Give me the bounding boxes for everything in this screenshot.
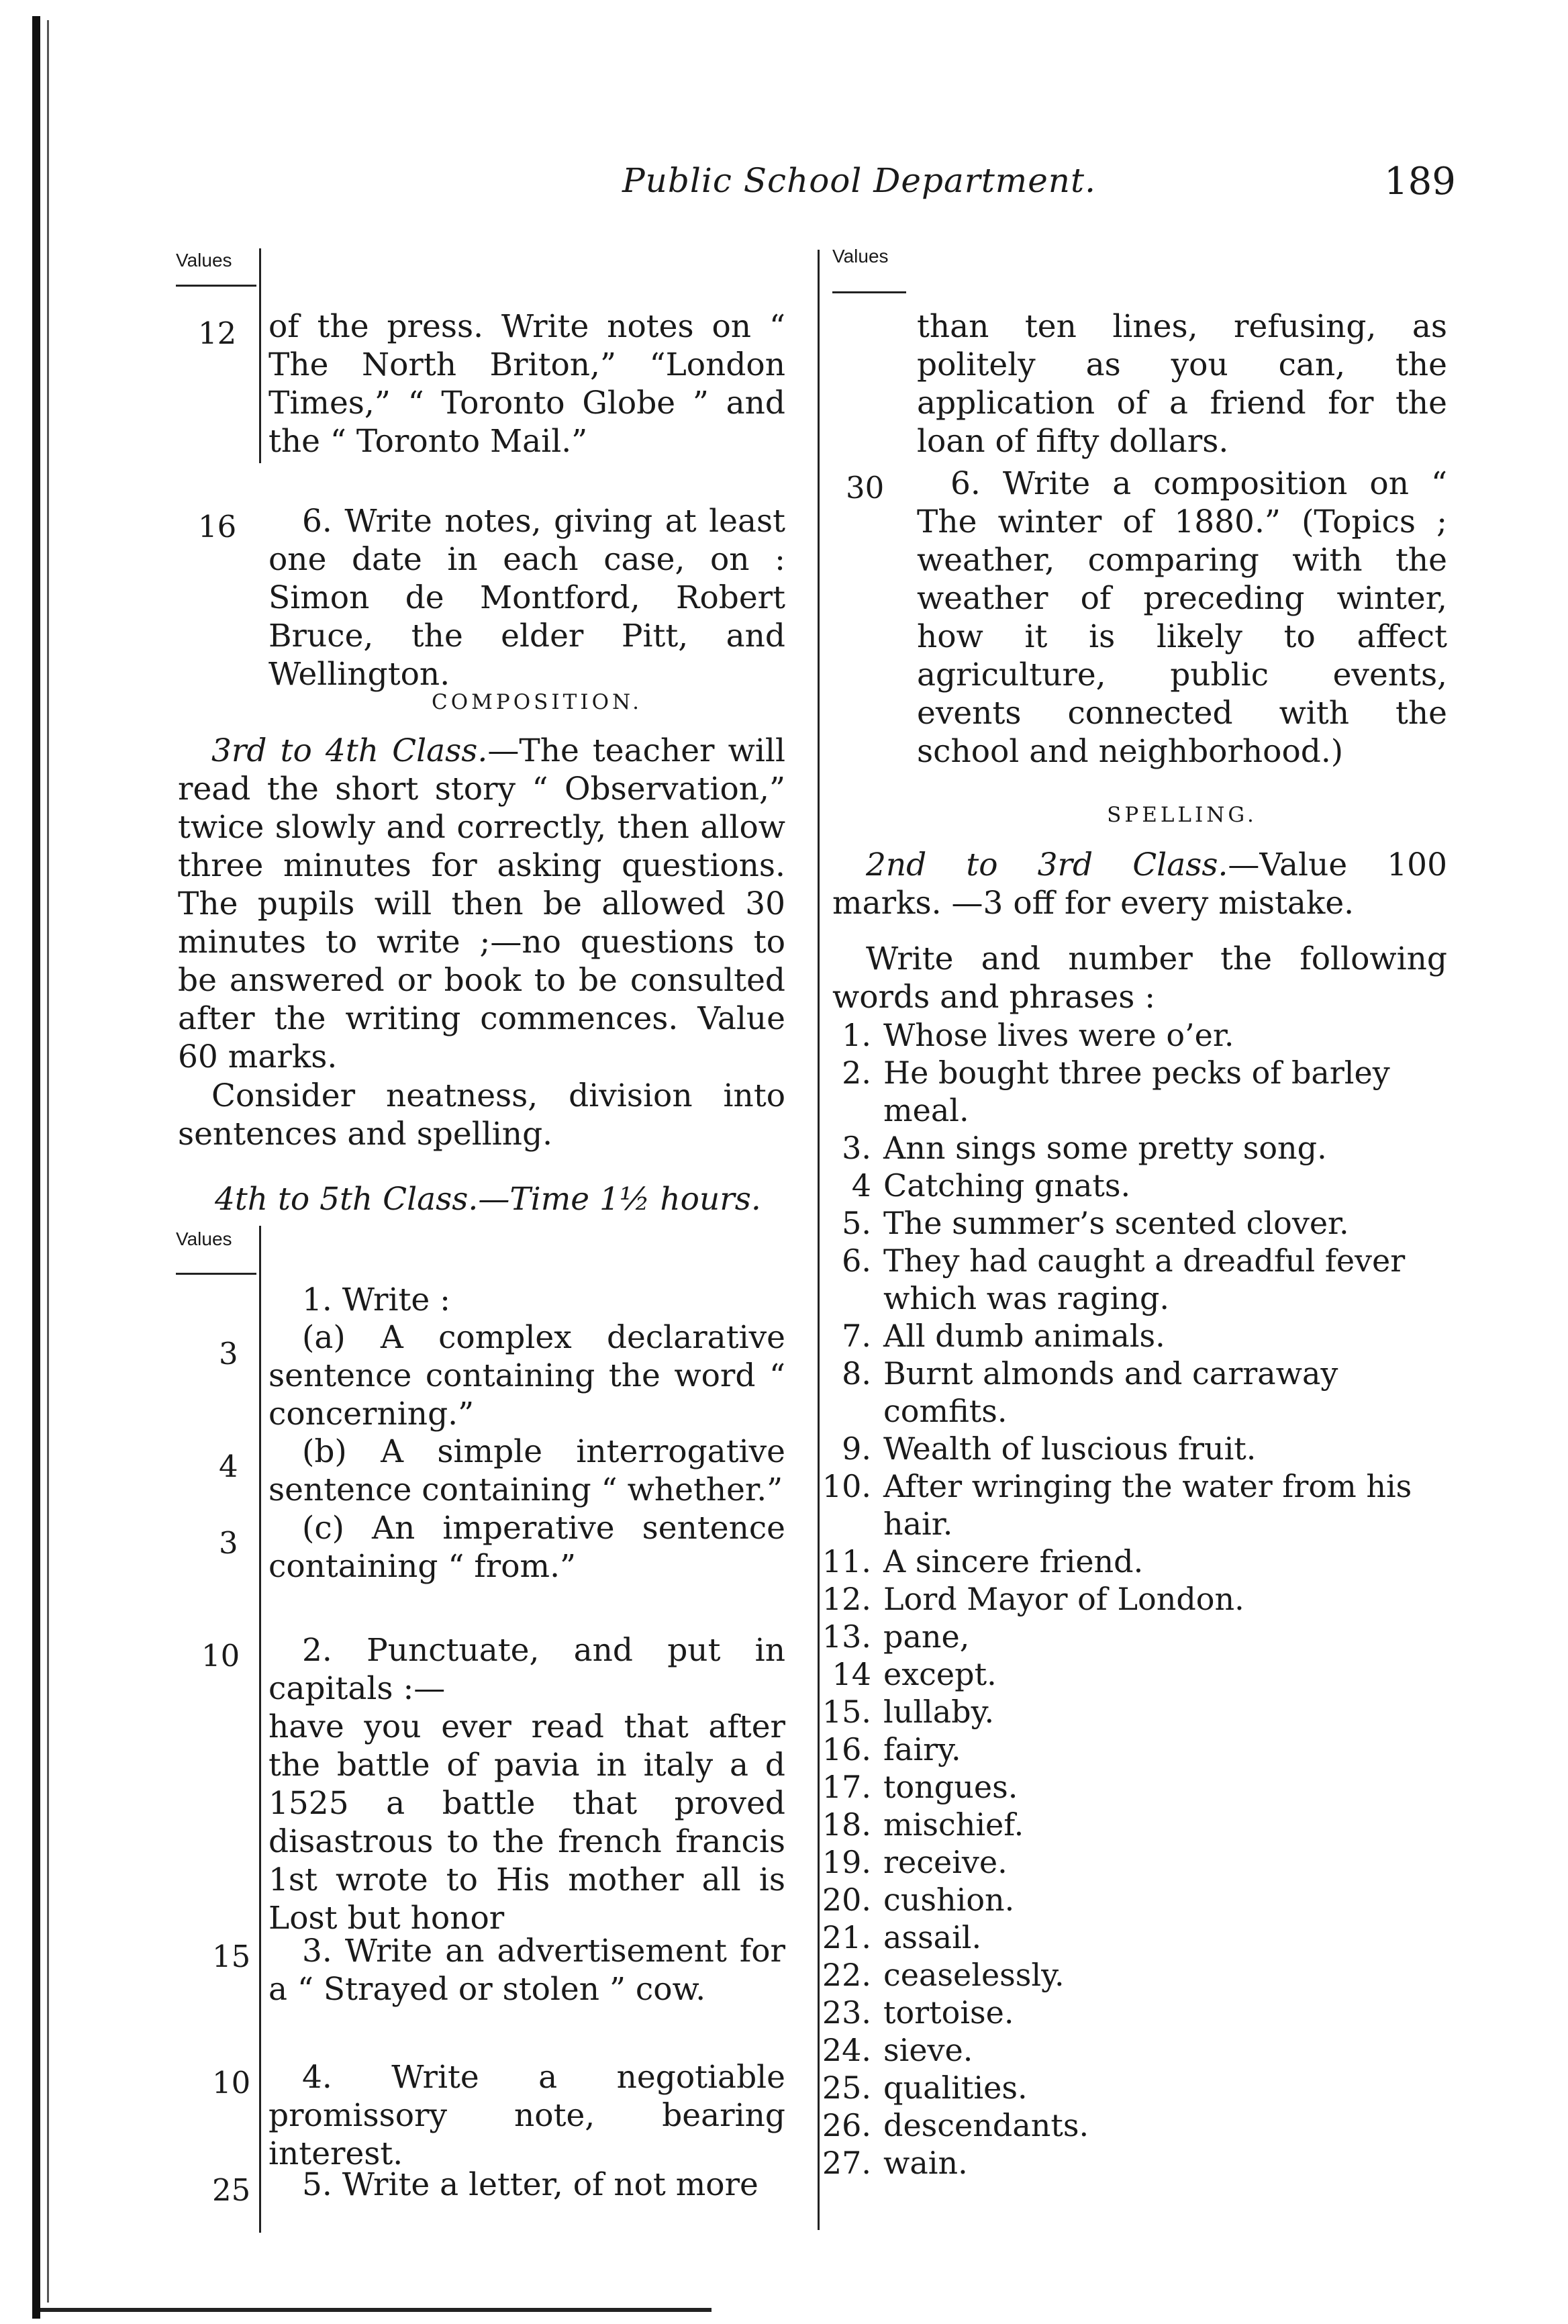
question-5: 5. Write a letter, of not more — [302, 2166, 758, 2203]
list-item — [805, 1843, 1450, 1881]
list-item-number: 12. — [822, 1581, 871, 1617]
list-item-text: sieve. — [883, 2032, 973, 2068]
list-item-number: 10. — [822, 1468, 871, 1504]
class-4-5-title: 4th to 5th Class.—Time 1½ hours. — [215, 1181, 761, 1218]
list-item — [805, 1768, 1450, 1806]
list-item — [805, 2144, 1450, 2182]
question-6: 6. Write notes, giving at least one date in each case, on : Simon de Montford, Robert Bruce, the elder Pitt, and Wellington. — [268, 503, 785, 693]
list-item — [805, 1129, 1450, 1167]
list-item-number: 21. — [822, 1919, 871, 1955]
list-item-text: wain. — [883, 2145, 968, 2181]
question-4: 4. Write a negotiable promissory note, bearing interest. — [268, 2059, 785, 2172]
list-item-number: 19. — [822, 1844, 871, 1880]
list-item-text: Burnt almonds and carraway comfits. — [883, 1355, 1338, 1429]
list-item — [805, 1618, 1450, 1655]
list-item-number: 11. — [822, 1543, 871, 1580]
list-item — [805, 2069, 1450, 2107]
class-2-3-body: —Value 100 marks. —3 off for every mistake. — [832, 846, 1447, 922]
list-item — [805, 1655, 1450, 1693]
value-mark: 4 — [219, 1449, 238, 1484]
list-item-number: 1. — [842, 1017, 871, 1053]
list-item — [805, 1242, 1450, 1317]
value-mark: 3 — [219, 1336, 238, 1371]
question-1b: (b) A simple interrogative sentence containing “ whether.” — [268, 1433, 785, 1508]
list-item-number: 23. — [822, 1994, 871, 2031]
value-mark: 16 — [198, 509, 237, 544]
list-item — [805, 1543, 1450, 1580]
list-item-text: assail. — [883, 1919, 982, 1955]
list-item-number: 25. — [822, 2070, 871, 2106]
list-item-text: A sincere friend. — [883, 1543, 1144, 1580]
values-underline — [176, 285, 256, 287]
list-item-text: Ann sings some pretty song. — [883, 1130, 1327, 1166]
values-label-top-right: Values — [832, 246, 889, 267]
value-mark: 12 — [198, 316, 237, 351]
list-item-number: 18. — [822, 1806, 871, 1843]
list-item — [805, 1693, 1450, 1731]
question-2: 2. Punctuate, and put in capitals :— — [268, 1632, 785, 1707]
list-item-number: 26. — [822, 2107, 871, 2143]
list-item-text: He bought three pecks of barley meal. — [883, 1055, 1390, 1128]
running-head: Public School Department. — [622, 161, 1096, 200]
spelling-word-list — [805, 1016, 1450, 2182]
list-item-text: pane, — [883, 1618, 970, 1655]
value-mark: 15 — [212, 1939, 251, 1974]
list-item — [805, 1580, 1450, 1618]
question-5-text: than ten lines, refusing, as politely as you can, the application of a friend for the loan of fifty dollars. — [917, 308, 1447, 460]
list-item-text: tortoise. — [883, 1994, 1014, 2031]
values-underline — [176, 1273, 256, 1275]
list-item — [805, 1355, 1450, 1430]
question-2-text: have you ever read that after the battle of pavia in italy a d 1525 a battle that proved disastrous to the french francis 1st wrote to His mother all is Lost but honor — [268, 1708, 785, 1937]
values-label-top-left: Values — [176, 250, 232, 271]
bottom-edge — [40, 2308, 712, 2312]
list-item-text: qualities. — [883, 2070, 1028, 2106]
list-item-number: 22. — [822, 1957, 871, 1993]
list-item-number: 16. — [822, 1731, 871, 1768]
list-item-text: All dumb animals. — [883, 1318, 1165, 1354]
class-3-4-title: 3rd to 4th Class. — [211, 732, 488, 769]
list-item-text: Whose lives were o’er. — [883, 1017, 1234, 1053]
question-6-composition: 6. Write a composition on “ The winter of 1880.” (Topics ; weather, comparing with the weather of preceding winter, how it is likely to affect agriculture, public events, events connected with the school and neighborhood.) — [917, 465, 1447, 770]
list-item-number: 7. — [842, 1318, 871, 1354]
list-item — [805, 1430, 1450, 1467]
value-mark: 3 — [219, 1525, 238, 1561]
class-2-3-title: 2nd to 3rd Class. — [866, 846, 1228, 883]
values-rule — [259, 248, 261, 463]
spelling-intro: Write and number the following words and phrases : — [832, 940, 1447, 1016]
list-item — [805, 1054, 1450, 1129]
list-item-number: 15. — [822, 1694, 871, 1730]
binding-edge — [32, 16, 40, 2319]
question-5-continued-right — [917, 307, 1447, 461]
list-item-number: 13. — [822, 1618, 871, 1655]
value-mark: 10 — [212, 2065, 251, 2100]
list-item — [805, 1204, 1450, 1242]
question-5-continued: of the press. Write notes on “ The North Briton,” “London Times,” “ Toronto Globe ” and the “ Toronto Mail.” — [268, 308, 785, 460]
list-item-text: Lord Mayor of London. — [883, 1581, 1244, 1617]
list-item-text: mischief. — [883, 1806, 1024, 1843]
list-item-text: descendants. — [883, 2107, 1089, 2143]
list-item — [805, 1467, 1450, 1543]
list-item-number: 20. — [822, 1882, 871, 1918]
list-item — [805, 2031, 1450, 2069]
list-item-text: Wealth of luscious fruit. — [883, 1431, 1257, 1467]
values-underline — [832, 291, 906, 293]
question-1: 1. Write : — [302, 1281, 450, 1318]
values-rule — [259, 1226, 261, 2233]
page-number: 189 — [1384, 160, 1456, 203]
list-item — [805, 1317, 1450, 1355]
list-item — [805, 1919, 1450, 1956]
list-item-text: lullaby. — [883, 1694, 995, 1730]
value-mark: 30 — [846, 470, 885, 505]
list-item — [805, 1731, 1450, 1768]
list-item-text: tongues. — [883, 1769, 1018, 1805]
list-item-number: 27. — [822, 2145, 871, 2181]
list-item-number: 14 — [832, 1656, 871, 1692]
class-2-3-instructions — [832, 846, 1447, 922]
value-mark: 25 — [212, 2172, 251, 2208]
list-item — [805, 1806, 1450, 1843]
list-item — [805, 1881, 1450, 1919]
list-item-number: 24. — [822, 2032, 871, 2068]
list-item-number: 5. — [842, 1205, 871, 1241]
list-item-text: except. — [883, 1656, 997, 1692]
list-item-text: receive. — [883, 1844, 1008, 1880]
binding-edge-shadow — [47, 20, 49, 2303]
class-3-4-note: Consider neatness, division into sentences and spelling. — [178, 1077, 785, 1153]
question-3: 3. Write an advertisement for a “ Strayed or stolen ” cow. — [268, 1933, 785, 2008]
list-item-number: 8. — [842, 1355, 871, 1392]
list-item — [805, 2107, 1450, 2144]
question-1a: (a) A complex declarative sentence containing the word “ concerning.” — [268, 1319, 785, 1433]
list-item-number: 4 — [851, 1167, 871, 1204]
list-item-number: 17. — [822, 1769, 871, 1805]
list-item — [805, 1016, 1450, 1054]
question-1c: (c) An imperative sentence containing “ from.” — [268, 1510, 785, 1585]
class-3-4-instructions — [178, 732, 785, 1076]
class-3-4-body: —The teacher will read the short story “ Observation,” twice slowly and correctly, then allow three minutes for asking questions. The pupils will then be allowed 30 minutes to write ;—no questions to be answered or book to be consulted after the writing commences. Value 60 marks. — [178, 732, 785, 1075]
list-item-text: Catching gnats. — [883, 1167, 1131, 1204]
list-item-number: 9. — [842, 1431, 871, 1467]
list-item-text: They had caught a dreadful fever which was raging. — [883, 1243, 1406, 1316]
values-label-left: Values — [176, 1228, 232, 1249]
value-mark: 10 — [201, 1638, 240, 1674]
list-item-number: 2. — [842, 1055, 871, 1091]
list-item-number: 6. — [842, 1243, 871, 1279]
list-item-number: 3. — [842, 1130, 871, 1166]
list-item — [805, 1994, 1450, 2031]
list-item-text: ceaselessly. — [883, 1957, 1065, 1993]
list-item-text: After wringing the water from his hair. — [883, 1468, 1412, 1542]
section-heading-composition: COMPOSITION. — [432, 690, 642, 714]
list-item-text: cushion. — [883, 1882, 1015, 1918]
list-item-text: fairy. — [883, 1731, 961, 1768]
list-item — [805, 1167, 1450, 1204]
list-item-text: The summer’s scented clover. — [883, 1205, 1349, 1241]
list-item — [805, 1956, 1450, 1994]
section-heading-spelling: SPELLING. — [1107, 803, 1257, 827]
